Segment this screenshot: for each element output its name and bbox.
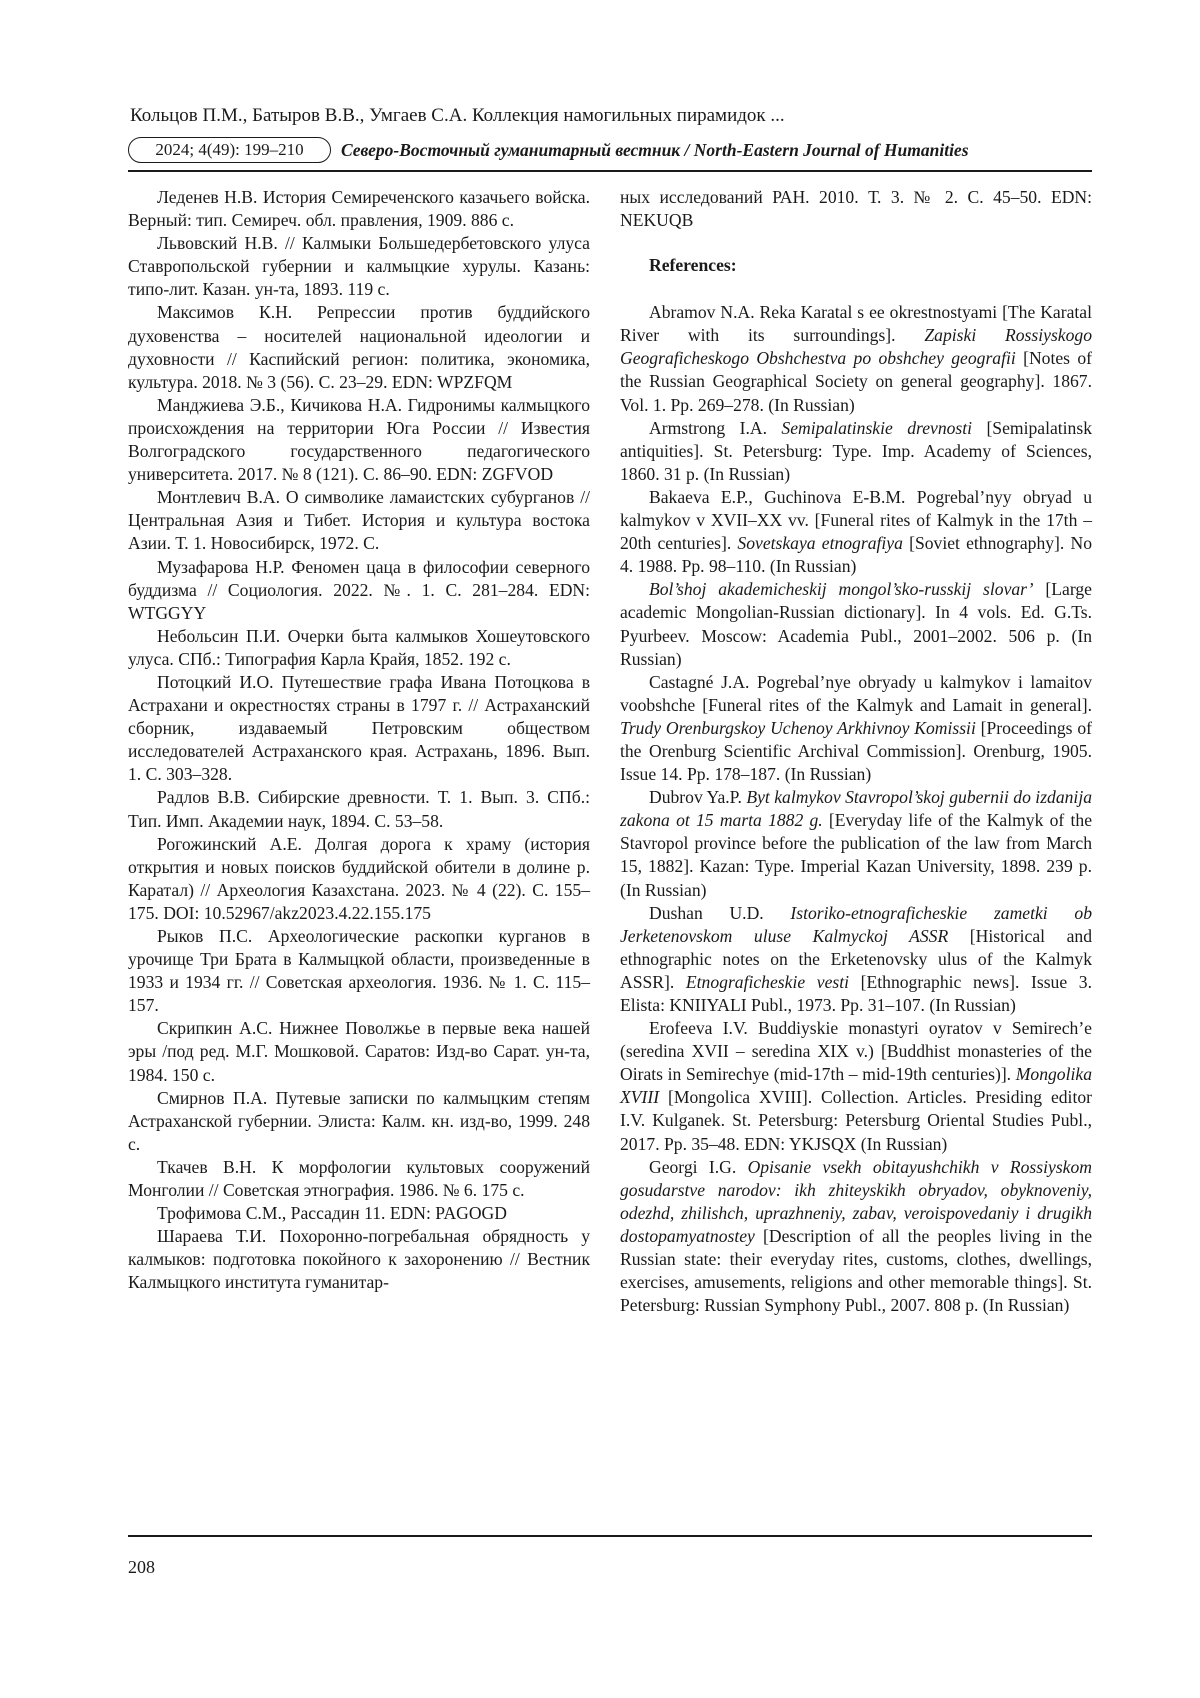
footer-divider: [128, 1535, 1092, 1537]
issue-badge: 2024; 4(49): 199–210: [128, 137, 331, 163]
reference-entry: Castagné J.A. Pogrebal’nye obryady u kalmykov i lamaitov voobshche [Funeral rites of the Kalmyk and Lamait in general]. Trudy Orenburgskoy Uchenoy Arkhivnoy Komissii [Proceedings of the Orenburg Scientific Archival Commission]. Orenburg, 1905. Issue 14. Pp. 178–187. (In Russian): [620, 671, 1092, 785]
entry-continuation: ных исследований РАН. 2010. Т. 3. № 2. С. 45–50. EDN: NEKUQB: [620, 187, 1092, 231]
journal-title: Северо-Восточный гуманитарный вестник / North-Eastern Journal of Humanities: [341, 140, 969, 160]
reference-entry: Bol’shoj akademicheskij mongol’sko-russkij slovar’ [Large academic Mongolian-Russian dictionary]. In 4 vols. Ed. G.Ts. Pyurbeev. Moscow: Academia Publ., 2001–2002. 506 p. (In Russian): [620, 579, 1092, 669]
journal-header: [128, 137, 1092, 165]
references-heading: References:: [649, 255, 737, 276]
bibliography-entry: Шараева Т.И. Похоронно-погребальная обрядность у калмыков: подготовка покойного к захоронению // Вестник Калмыцкого института гуманитар-: [128, 1226, 590, 1293]
bibliography-entry: Рыков П.С. Археологические раскопки курганов в урочище Три Брата в Калмыцкой области, произведенные в 1933 и 1934 гг. // Советская археология. 1936. № 1. С. 115–157.: [128, 926, 590, 1016]
reference-entry: Armstrong I.A. Semipalatinskie drevnosti [Semipalatinsk antiquities]. St. Petersburg: Type. Imp. Academy of Sciences, 1860. 31 p. (In Russian): [620, 417, 1092, 484]
reference-entry: Bakaeva E.P., Guchinova E-B.M. Pogrebal’nyy obryad u kalmykov v XVII–XX vv. [Funeral rites of Kalmyk in the 17th – 20th centuries]. Sovetskaya etnografiya [Soviet ethnography]. No 4. 1988. Pp. 98–110. (In Russian): [620, 486, 1092, 577]
reference-entry: Erofeeva I.V. Buddiyskie monastyri oyratov v Semirech’e (seredina XVII – seredina XIX v.) [Buddhist monasteries of the Oirats in Semirechye (mid-17th – mid-19th centuries)]. Mongolika XVIII [Mongolica XVIII]. Collection. Articles. Presiding editor I.V. Kulganek. St. Petersburg: Petersburg Oriental Studies Publ., 2017. Pp. 35–48. EDN: YKJSQX (In Russian): [620, 1018, 1092, 1154]
reference-entry: Dushan U.D. Istoriko-etnograficheskie zametki ob Jerketenovskom uluse Kalmyckoj ASSR [Historical and ethnographic notes on the Erketenovsky ulus of the Kalmyk ASSR]. Etnograficheskie vesti [Ethnographic news]. Issue 3. Elista: KNIIYALI Publ., 1973. Pp. 31–107. (In Russian): [620, 902, 1093, 1015]
bibliography-entry: Манджиева Э.Б., Кичикова Н.А. Гидронимы калмыцкого происхождения на территории Юга России // Известия Волгоградского государственного педагогического университета. 2017. № 8 (121). С. 86–90. EDN: ZGFVOD: [128, 394, 590, 485]
left-column: [128, 186, 590, 1295]
bibliography-entry: Скрипкин А.С. Нижнее Поволжье в первые века нашей эры /под ред. М.Г. Мошковой. Саратов: Изд-во Сарат. ун-та, 1984. 150 с.: [128, 1018, 590, 1085]
bibliography-entry: Максимов К.Н. Репрессии против буддийского духовенства – носителей национальной идеологии и духовности // Каспийский регион: политика, экономика, культура. 2018. № 3 (56). С. 23–29. EDN: WPZFQM: [128, 302, 590, 392]
bibliography-entry: Львовский Н.В. // Калмыки Большедербетовского улуса Ставропольской губернии и калмыцкие хурулы. Казань: типо-лит. Казан. ун-та, 1893. 119 с.: [128, 233, 590, 300]
right-column: [620, 186, 1092, 1317]
bibliography-entry: Рогожинский А.Е. Долгая дорога к храму (история открытия и новых поисков буддийской обители в долине р. Каратал) // Археология Казахстана. 2023. № 4 (22). С. 155–175. DOI: 10.52967/akz2023.4.22.155.175: [128, 833, 590, 923]
header-divider: [128, 170, 1092, 172]
page-number: 208: [128, 1557, 155, 1577]
bibliography-entry: Леденев Н.В. История Семиреченского казачьего войска. Верный: тип. Семиреч. обл. правления, 1909. 886 с.: [128, 187, 590, 231]
bibliography-entry: Монтлевич В.А. О символике ламаистских субурганов // Центральная Азия и Тибет. История и культура востока Азии. Т. 1. Новосибирск, 1972. С.: [128, 487, 590, 554]
reference-entry: Abramov N.A. Reka Karatal s ee okrestnostyami [The Karatal River with its surroundings]. Zapiski Rossiyskogo Geograficheskogo Obshchestva po obshchey geografii [Notes of the Russian Geographical Society on general geography]. 1867. Vol. 1. Pp. 269–278. (In Russian): [620, 302, 1092, 415]
bibliography-entry: Трофимова С.М., Рассадин 11. EDN: PAGOGD: [157, 1203, 507, 1224]
bibliography-entry: Ткачев В.Н. К морфологии культовых сооружений Монголии // Советская этнография. 1986. № 6. 175 с.: [128, 1156, 590, 1201]
bibliography-entry: Радлов В.В. Сибирские древности. Т. 1. Вып. 3. СПб.: Тип. Имп. Академии наук, 1894. С. 53–58.: [128, 787, 590, 831]
reference-entry: Dubrov Ya.P. Byt kalmykov Stavropol’skoj gubernii do izdanija zakona ot 15 marta 1882 g. [Everyday life of the Kalmyk of the Stavropol province before the publication of the law from March 15, 1882]. Kazan: Type. Imperial Kazan University, 1898. 239 p. (In Russian): [620, 787, 1093, 900]
bibliography-entry: Музафарова Н.Р. Феномен цаца в философии северного буддизма // Социология. 2022. №. 1. С. 281–284. EDN: WTGGYY: [128, 556, 590, 623]
bibliography-entry: Небольсин П.И. Очерки быта калмыков Хошеутовского улуса. СПб.: Типография Карла Крайя, 1852. 192 с.: [128, 625, 590, 669]
bibliography-entry: Потоцкий И.О. Путешествие графа Ивана Потоцкова в Астрахани и окрестностях страны в 1797 г. // Астраханский сборник, издаваемый Петровским обществом исследователей Астраханского края. Астрахань, 1896. Вып. 1. С. 303–328.: [128, 671, 590, 785]
bibliography-entry: Смирнов П.А. Путевые записки по калмыцким степям Астраханской губернии. Элиста: Калм. кн. изд-во, 1999. 248 с.: [128, 1087, 590, 1154]
reference-entry: Georgi I.G. Opisanie vsekh obitayushchikh v Rossiyskom gosudarstve narodov: ikh zhiteyskikh obryadov, obyknoveniy, odezhd, zhilishch, uprazhneniy, zabav, veroispovedaniy i drugikh dostopamyatnostey [Description of all the peoples living in the Russian state: their everyday rites, customs, clothes, dwellings, exercises, amusements, religions and other memorable things]. St. Petersburg: Russian Symphony Publ., 2007. 808 p. (In Russian): [620, 1156, 1092, 1316]
running-header-authors: Кольцов П.М., Батыров В.В., Умгаев С.А. Коллекция намогильных пирамидок ...: [130, 105, 785, 126]
